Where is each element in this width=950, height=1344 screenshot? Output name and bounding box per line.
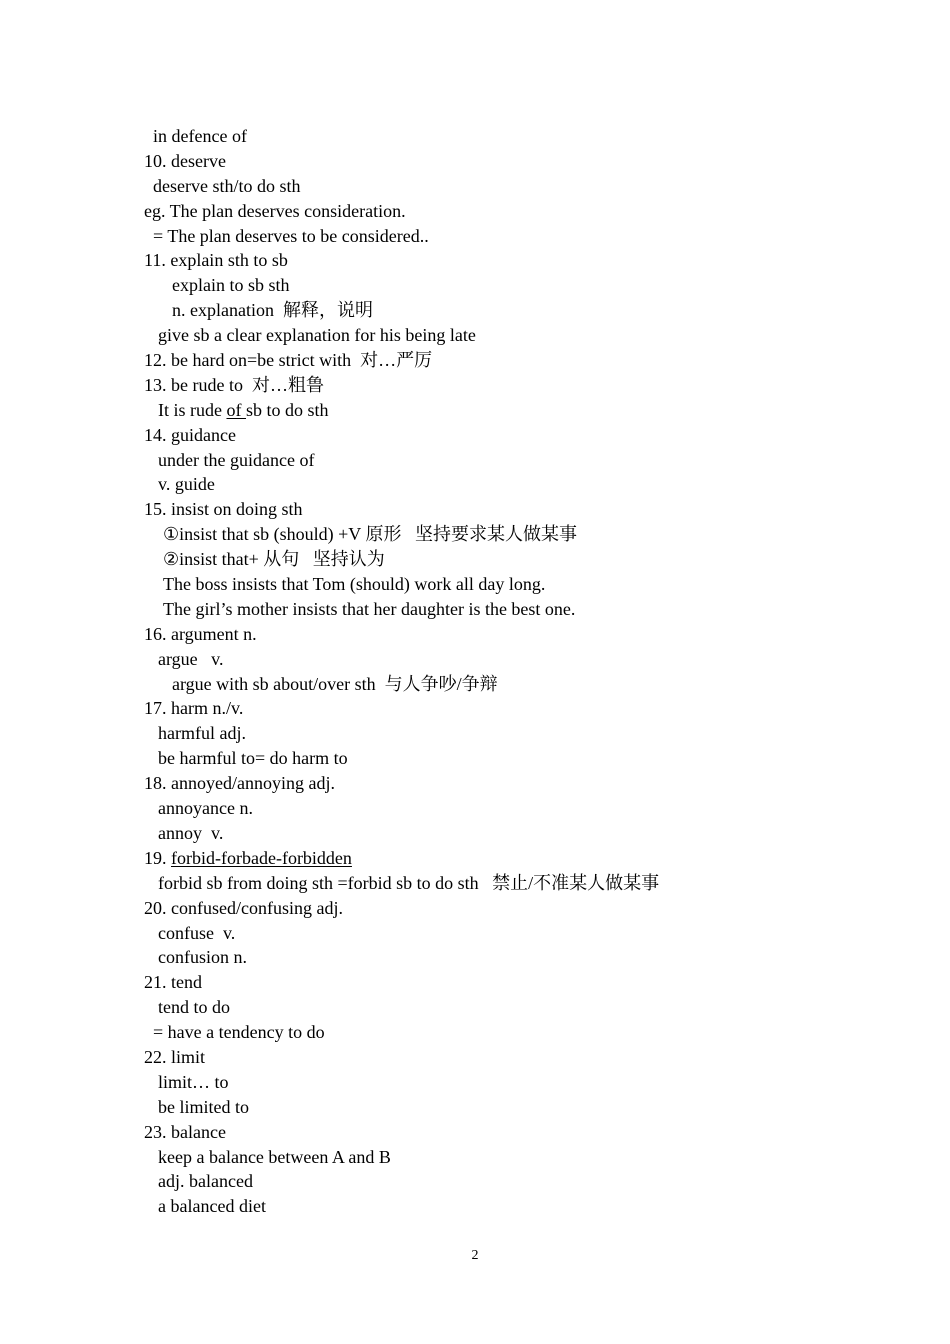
note-line: harmful adj. <box>158 723 246 744</box>
underlined-text: forbid-forbade-forbidden <box>171 847 352 868</box>
note-line: confusion n. <box>158 947 247 968</box>
note-line: under the guidance of <box>158 449 315 470</box>
entry-heading: 21. tend <box>144 972 202 993</box>
note-line: tend to do <box>158 997 230 1018</box>
entry-heading: 18. annoyed/annoying adj. <box>144 773 335 794</box>
example-sentence: The girl’s mother insists that her daughter is the best one. <box>163 598 576 619</box>
note-line: annoyance n. <box>158 798 253 819</box>
entry-heading: 10. deserve <box>144 150 226 171</box>
text-segment: 19. <box>144 847 171 868</box>
entry-heading: 20. confused/confusing adj. <box>144 897 343 918</box>
note-line <box>158 398 659 423</box>
note-line: limit… to <box>158 1071 229 1092</box>
note-line: argue with sb about/over sth 与人争吵/争辩 <box>172 673 498 694</box>
entry-heading: 12. be hard on=be strict with 对…严厉 <box>144 350 433 371</box>
page-number: 2 <box>471 1248 479 1263</box>
entry-heading: 15. insist on doing sth <box>144 499 303 520</box>
note-line: a balanced diet <box>158 1196 266 1217</box>
note-line: explain to sb sth <box>172 275 290 296</box>
note-line: deserve sth/to do sth <box>153 175 301 196</box>
text-segment: It is rude <box>158 399 227 420</box>
note-line: ①insist that sb (should) +V 原形 坚持要求某人做某事 <box>163 524 577 545</box>
note-line: keep a balance between A and B <box>158 1146 391 1167</box>
entry-heading: 22. limit <box>144 1046 206 1067</box>
entry-heading: 17. harm n./v. <box>144 698 244 719</box>
note-line: ②insist that+ 从句 坚持认为 <box>163 549 385 570</box>
example-sentence: eg. The plan deserves consideration. <box>144 200 406 221</box>
entry-heading: 13. be rude to 对…粗鲁 <box>144 374 324 395</box>
note-line: v. guide <box>158 474 215 495</box>
underlined-text: of <box>226 399 246 420</box>
example-sentence: The boss insists that Tom (should) work all day long. <box>163 574 546 595</box>
note-line: n. explanation 解释，说明 <box>172 300 373 321</box>
note-line: adj. balanced <box>158 1171 253 1192</box>
note-line: be limited to <box>158 1096 249 1117</box>
text-segment: sb to do sth <box>245 399 329 420</box>
note-line: in defence of <box>153 126 247 146</box>
note-line: forbid sb from doing sth =forbid sb to do sth 禁止/不准某人做某事 <box>158 872 660 893</box>
entry-heading: 11. explain sth to sb <box>144 250 288 271</box>
note-line: be harmful to= do harm to <box>158 748 348 769</box>
entry-heading: 14. guidance <box>144 424 236 445</box>
note-line: argue v. <box>158 648 224 669</box>
vocabulary-notes <box>0 124 660 1219</box>
note-line: confuse v. <box>158 922 236 943</box>
note-line: give sb a clear explanation for his being late <box>158 325 476 346</box>
example-sentence: = The plan deserves to be considered.. <box>153 225 429 246</box>
note-line: = have a tendency to do <box>153 1022 325 1043</box>
entry-heading: 23. balance <box>144 1121 226 1142</box>
entry-heading <box>144 846 645 871</box>
note-line: annoy v. <box>158 822 224 843</box>
entry-heading: 16. argument n. <box>144 623 257 644</box>
